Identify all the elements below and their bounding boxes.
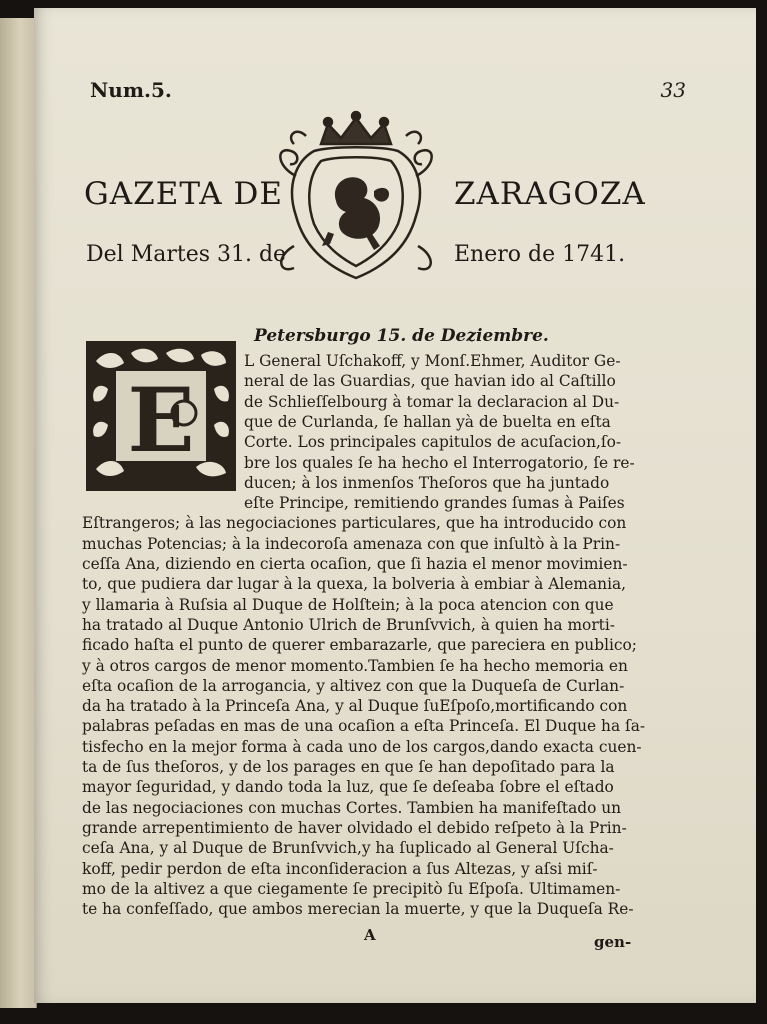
issue-number: Num.5. [90, 78, 172, 102]
title-right: ZARAGOZA [454, 176, 646, 212]
article-line: to, que pudiera dar lugar à la quexa, la bolveria à embiar à Alemania, [82, 575, 627, 594]
article-line: tisfecho en la mejor forma à cada uno de los cargos,dando exacta cuen- [82, 737, 642, 756]
article-line: Corte. Los principales capitulos de acuſacion,ſo- [244, 433, 622, 452]
title-left: GAZETA DE [84, 176, 284, 212]
article-line: da ha tratado à la Princeſa Ana, y al Duque ſuEſpoſo,mortificando con [82, 697, 628, 716]
catchword: gen- [594, 933, 632, 951]
issue-date-left: Del Martes 31. de [86, 242, 287, 267]
article-line: de las negociaciones con muchas Cortes. Tambien ha manifeſtado un [82, 798, 622, 817]
article-line: mo de la altivez a que ciegamente ſe precipitò ſu Eſpoſa. Ultimamen- [82, 879, 621, 898]
article-line: y llamaria à Ruſsia al Duque de Holſtein; à la poca atencion con que [82, 595, 614, 614]
article-line: y à otros cargos de menor momento.Tambien ſe ha hecho memoria en [82, 656, 628, 675]
signature-mark: A [364, 926, 376, 944]
article-body [34, 8, 756, 1003]
article-line: que de Curlanda, ſe hallan yà de buelta en eſta [244, 412, 611, 431]
newspaper-page [34, 8, 756, 1003]
page-number: 33 [660, 78, 686, 102]
facing-page-edge [0, 18, 37, 1008]
article-line: mayor ſeguridad, y dando toda la luz, que ſe deſeaba ſobre el eſtado [82, 778, 614, 797]
article-line: eſte Principe, remitiendo grandes ſumas à Paiſes [244, 494, 625, 513]
article-dateline: Petersburgo 15. de Deziembre. [254, 326, 549, 346]
article-line: ta de ſus theſoros, y de los parages en que ſe han depoſitado para la [82, 758, 615, 776]
article-line: grande arrepentimiento de haver olvidado el debido reſpeto à la Prin- [82, 818, 627, 837]
article-line: ceſſa Ana, diziendo en cierta ocaſion, que ſi hazia el menor movimien- [82, 555, 628, 573]
article-line: palabras peſadas en mas de una ocaſion a eſta Princeſa. El Duque ha ſa- [82, 717, 646, 736]
article-line: eſta ocaſion de la arrogancia, y altivez con que la Duqueſa de Curlan- [82, 676, 625, 695]
article-line: koff, pedir perdon de eſta inconſideracion a ſus Altezas, y aſsi miſ- [82, 859, 598, 878]
initial-letter: E [127, 368, 195, 472]
issue-date-right: Enero de 1741. [454, 242, 626, 267]
article-line: bre los quales ſe ha hecho el Interrogatorio, ſe re- [244, 453, 635, 472]
article-line: L General Uſchakoff, y Monſ.Ehmer, Auditor Ge- [244, 352, 621, 370]
article-line: te ha confeſſado, que ambos merecian la muerte, y que la Duqueſa Re- [82, 900, 634, 919]
article-line: muchas Potencias; à la indecoroſa amenaza con que inſultò à la Prin- [82, 534, 621, 553]
article-line: ficado haſta el punto de querer embarazarle, que pareciera en publico; [82, 636, 637, 655]
article-line: Eſtrangeros; à las negociaciones particulares, que ha introducido con [82, 514, 627, 533]
article-line: neral de las Guardias, que havian ido al Caſtillo [244, 372, 616, 391]
article-line: ha tratado al Duque Antonio Ulrich de Brunſvvich, à quien ha morti- [82, 615, 615, 634]
article-line: ducen; à los inmenſos Theſoros que ha juntado [244, 473, 610, 492]
article-line: ceſa Ana, y al Duque de Brunſvvich,y ha ſuplicado al General Uſcha- [82, 839, 614, 858]
article-line: de Schlieſſelbourg à tomar la declaracion al Du- [244, 392, 620, 411]
